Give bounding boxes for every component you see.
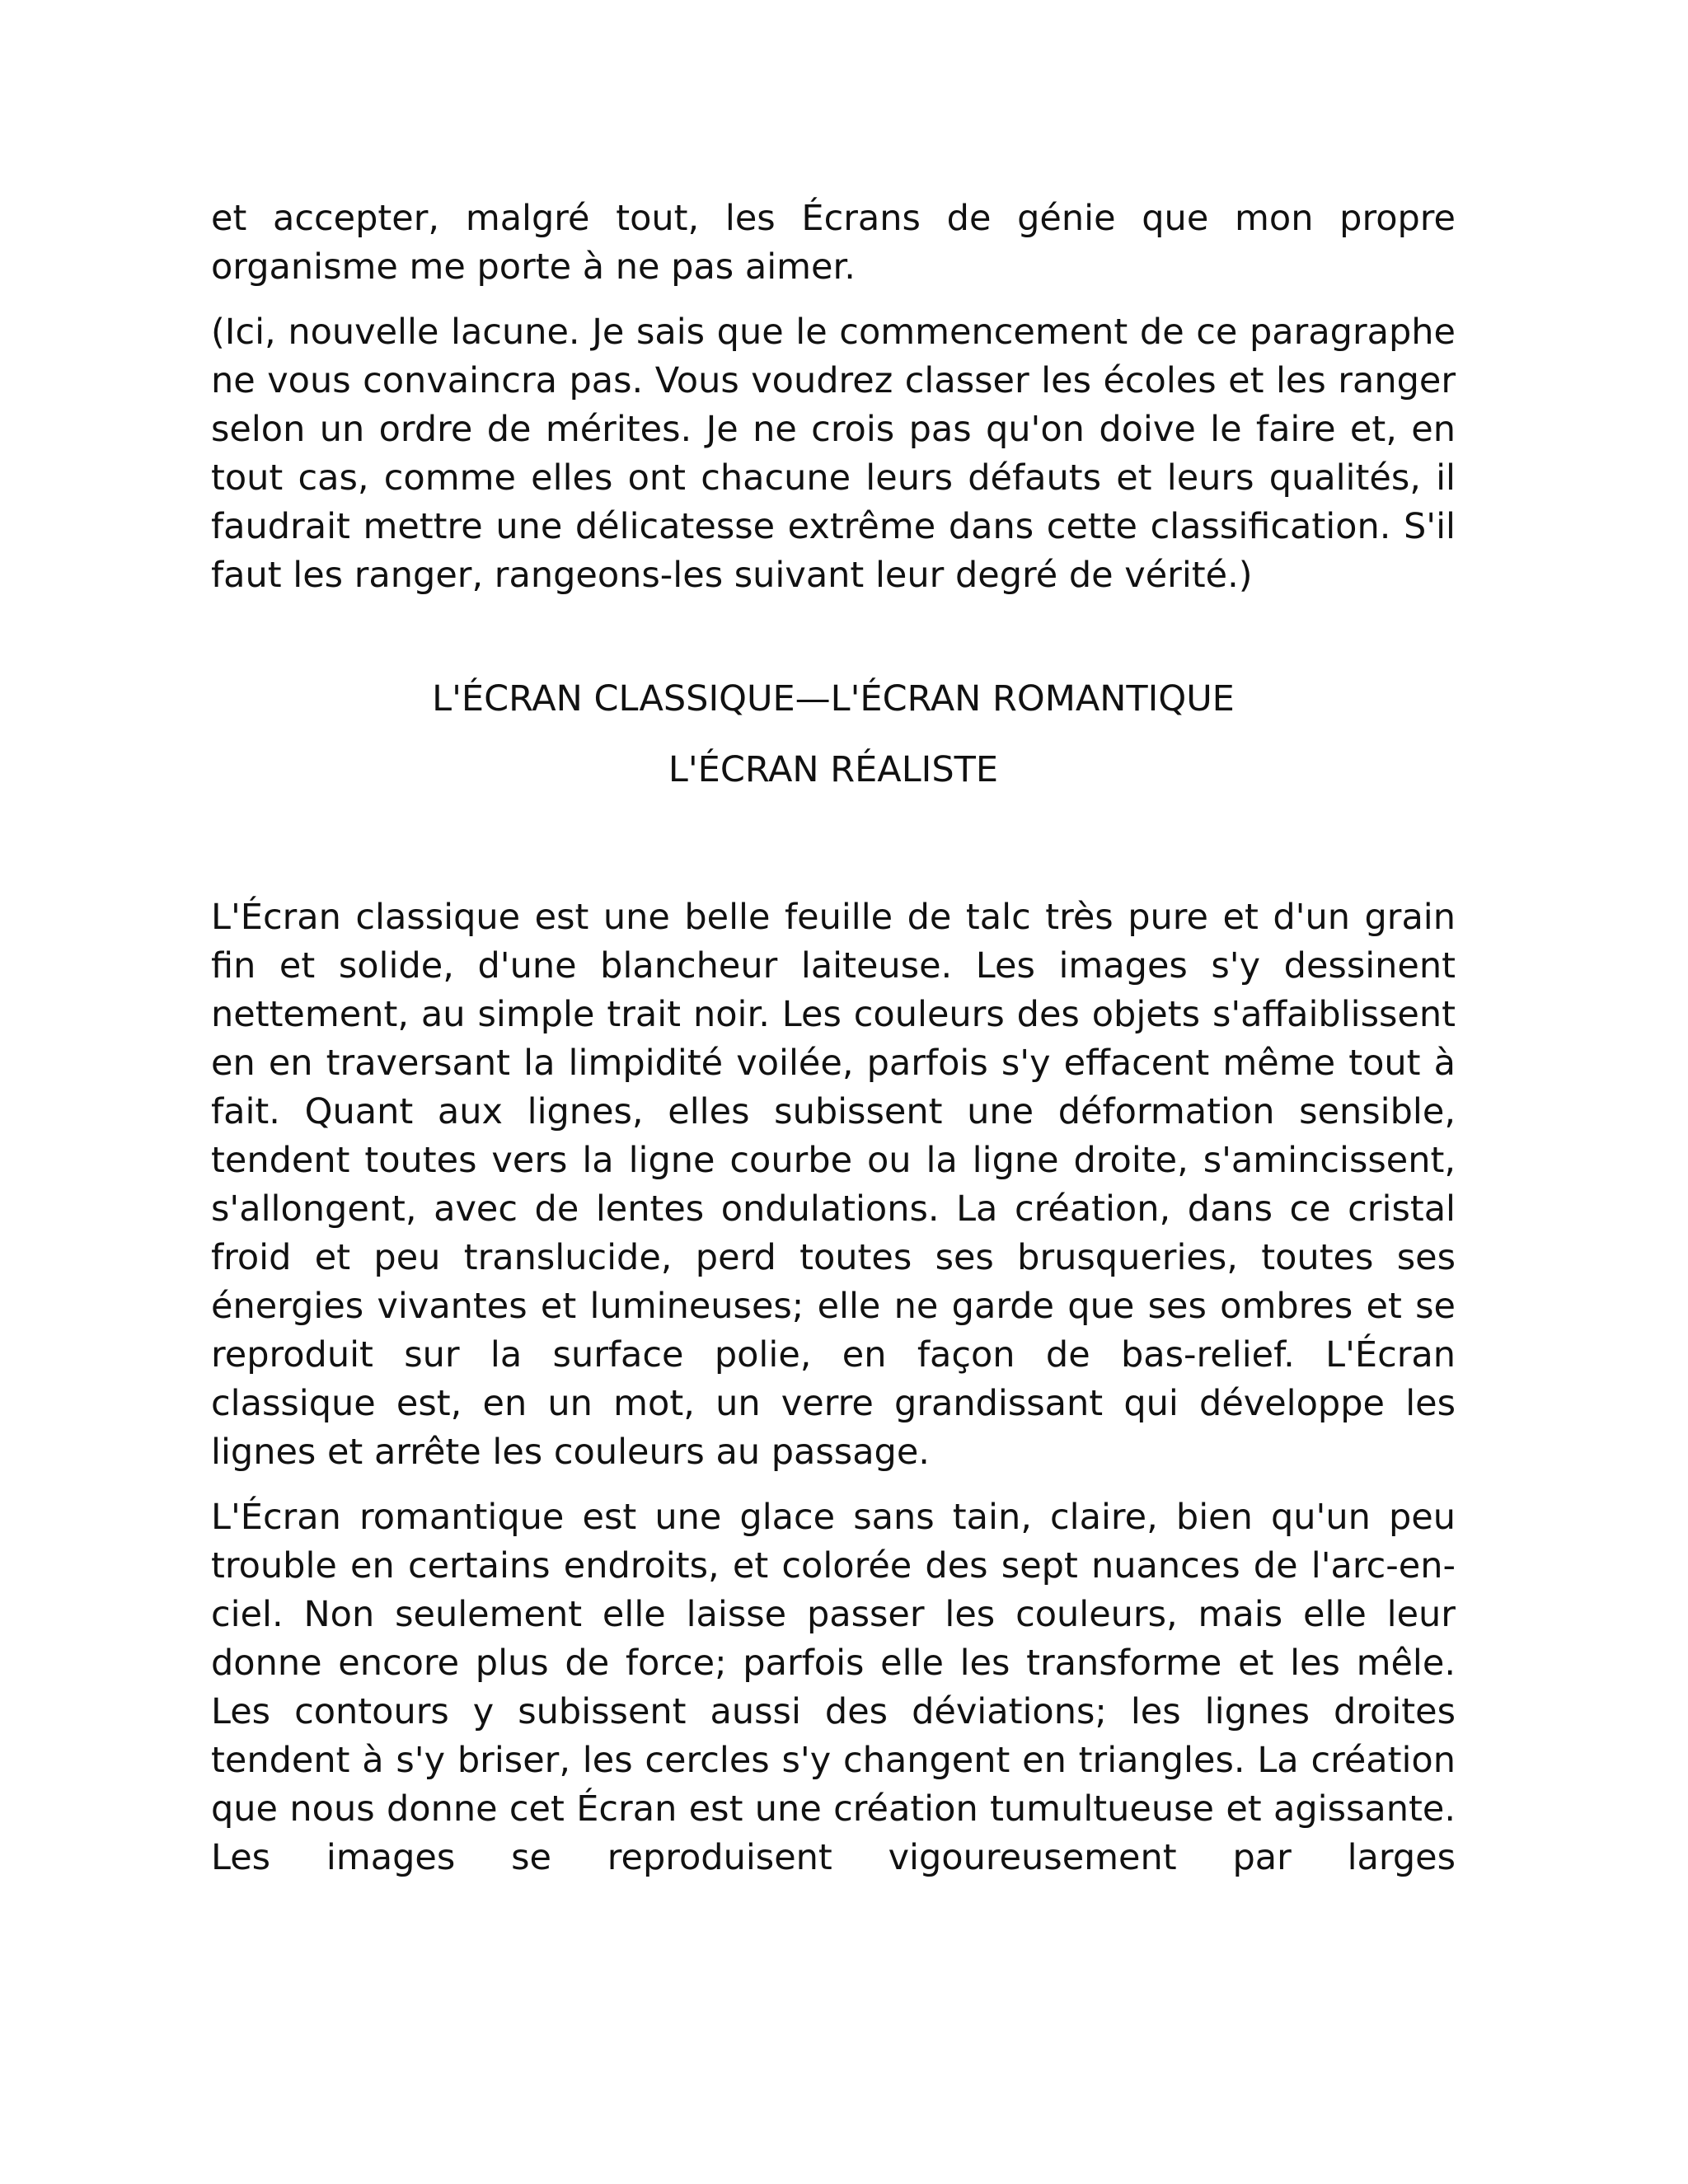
section-heading [211,675,1456,794]
paragraph-continuation: et accepter, malgré tout, les Écrans de génie que mon propre organisme me porte à ne pas aimer. [211,198,1456,288]
document-page [211,194,1456,1899]
section-heading-line-2: L'ÉCRAN RÉALISTE [668,749,999,790]
paragraph-lacune-note: (Ici, nouvelle lacune. Je sais que le commencement de ce paragraphe ne vous convaincra pas. Vous voudrez classer les écoles et les ranger selon un ordre de mérites. Je ne crois pas qu'on doive le faire et, en tout cas, comme elles ont chacune leurs défauts et leurs qualités, il faudrait mettre une délicatesse extrême dans cette classification. S'il faut les ranger, rangeons-les suivant leur degré de vérité.) [211,312,1456,596]
paragraph-ecran-romantique: L'Écran romantique est une glace sans tain, claire, bien qu'un peu trouble en certains endroits, et colorée des sept nuances de l'arc-en-ciel. Non seulement elle laisse passer les couleurs, mais elle leur donne encore plus de force; parfois elle les transforme et les mêle. Les contours y subissent aussi des déviations; les lignes droites tendent à s'y briser, les cercles s'y changent en triangles. La création que nous donne cet Écran est une création tumultueuse et agissante. Les images se reproduisent vigoureusement par larges [211,1497,1456,1878]
section-heading-line-1: L'ÉCRAN CLASSIQUE—L'ÉCRAN ROMANTIQUE [432,678,1235,719]
paragraph-ecran-classique: L'Écran classique est une belle feuille de talc très pure et d'un grain fin et solide, d'une blancheur laiteuse. Les images s'y dessinent nettement, au simple trait noir. Les couleurs des objets s'affaiblissent en en traversant la limpidité voilée, parfois s'y effacent même tout à fait. Quant aux lignes, elles subissent une déformation sensible, tendent toutes vers la ligne courbe ou la ligne droite, s'amincissent, s'allongent, avec de lentes ondulations. La création, dans ce cristal froid et peu translucide, perd toutes ses brusqueries, toutes ses énergies vivantes et lumineuses; elle ne garde que ses ombres et se reproduit sur la surface polie, en façon de bas-relief. L'Écran classique est, en un mot, un verre grandissant qui développe les lignes et arrête les couleurs au passage. [211,897,1456,1473]
